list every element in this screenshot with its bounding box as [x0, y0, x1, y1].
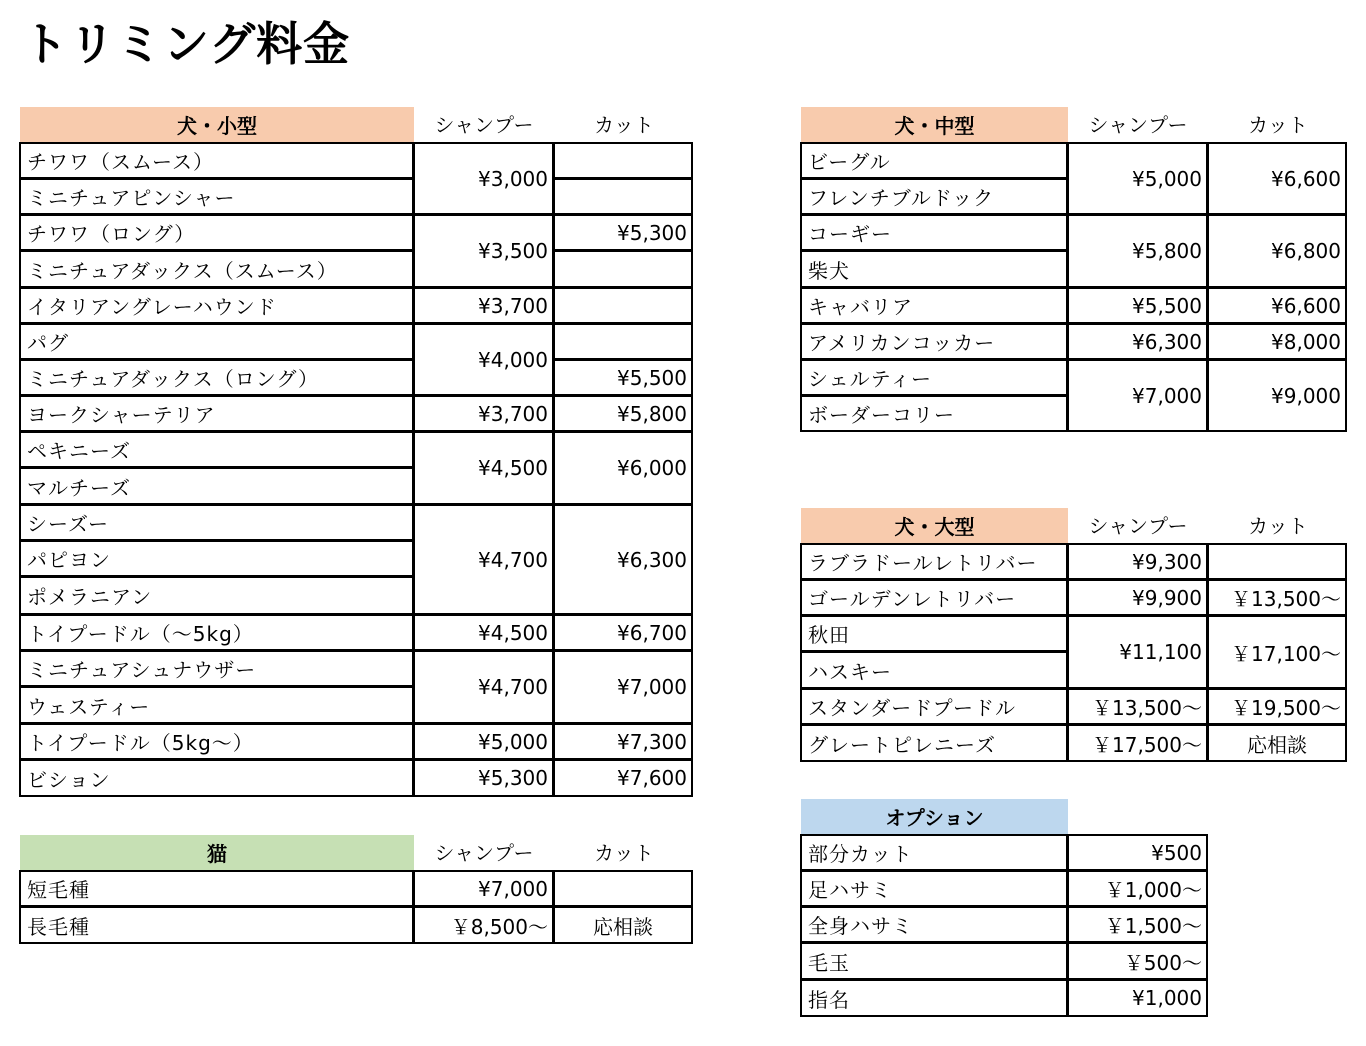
breed-name: シーズー — [19, 504, 414, 541]
shampoo-price: ¥5,800 — [1067, 214, 1208, 288]
cut-price: ¥9,000 — [1207, 359, 1347, 432]
shampoo-price: ¥3,700 — [413, 287, 554, 324]
cut-price: ¥6,000 — [553, 431, 693, 505]
breed-name: ミニチュアピンシャー — [19, 178, 414, 215]
cut-price — [553, 250, 693, 288]
breed-name: 長毛種 — [19, 906, 414, 944]
breed-name: コーギー — [800, 214, 1068, 251]
breed-name: チワワ（ロング） — [19, 214, 414, 251]
option-price: ￥1,500～ — [1067, 906, 1208, 943]
cut-price: ¥8,000 — [1207, 323, 1347, 360]
option-name: 指名 — [800, 979, 1068, 1017]
shampoo-price: ￥8,500～ — [413, 906, 554, 944]
cut-price: ¥5,800 — [553, 395, 693, 432]
breed-name: シェルティー — [800, 359, 1068, 396]
cut-price: 応相談 — [553, 906, 693, 944]
shampoo-price: ¥9,300 — [1067, 543, 1208, 580]
option-name: 全身ハサミ — [800, 906, 1068, 943]
breed-name: パグ — [19, 323, 414, 360]
breed-name: 柴犬 — [800, 250, 1068, 288]
cut-price: ¥6,600 — [1207, 142, 1347, 215]
breed-name: ヨークシャーテリア — [19, 395, 414, 432]
cut-price: ¥7,000 — [553, 650, 693, 724]
option-name: 足ハサミ — [800, 870, 1068, 907]
option-name: 毛玉 — [800, 942, 1068, 980]
shampoo-price: ¥5,500 — [1067, 287, 1208, 324]
cut-header: カット — [594, 841, 654, 865]
cut-price: ¥7,300 — [553, 723, 693, 760]
cut-price: ¥5,500 — [553, 359, 693, 396]
cut-price: 応相談 — [1207, 724, 1347, 762]
shampoo-header: シャンプー — [1088, 514, 1188, 538]
option-name: 部分カット — [800, 834, 1068, 871]
breed-name: ラブラドールレトリバー — [800, 543, 1068, 580]
category-label: 猫 — [20, 835, 414, 871]
page-title: トリミング料金 — [22, 17, 351, 71]
breed-name: 短毛種 — [19, 870, 414, 907]
breed-name: ウェスティー — [19, 686, 414, 724]
cut-price — [553, 323, 693, 360]
shampoo-price: ¥4,000 — [413, 323, 554, 396]
breed-name: ペキニーズ — [19, 431, 414, 468]
shampoo-price: ¥11,100 — [1067, 615, 1208, 689]
shampoo-price: ¥5,000 — [413, 723, 554, 760]
shampoo-price: ¥5,300 — [413, 759, 554, 797]
shampoo-header: シャンプー — [434, 113, 534, 137]
breed-name: ミニチュアシュナウザー — [19, 650, 414, 687]
cut-price: ¥6,300 — [553, 504, 693, 615]
category-label: 犬・大型 — [801, 508, 1068, 544]
shampoo-price: ¥3,000 — [413, 142, 554, 215]
cut-price — [553, 142, 693, 179]
shampoo-price: ¥7,000 — [413, 870, 554, 907]
cut-price — [1207, 543, 1347, 580]
category-label: 犬・中型 — [801, 107, 1068, 143]
cut-price: ¥7,600 — [553, 759, 693, 797]
breed-name: ミニチュアダックス（スムース） — [19, 250, 414, 288]
shampoo-price: ¥3,700 — [413, 395, 554, 432]
category-label: 犬・小型 — [20, 107, 414, 143]
option-price: ¥500 — [1067, 834, 1208, 871]
breed-name: ビーグル — [800, 142, 1068, 179]
category-label: オプション — [801, 799, 1068, 835]
breed-name: チワワ（スムース） — [19, 142, 414, 179]
shampoo-price: ¥4,500 — [413, 431, 554, 505]
cut-price — [553, 178, 693, 215]
cut-price — [553, 287, 693, 324]
cut-price: ¥6,800 — [1207, 214, 1347, 288]
breed-name: イタリアングレーハウンド — [19, 287, 414, 324]
option-price: ¥1,000 — [1067, 979, 1208, 1017]
breed-name: トイプードル（5kg～） — [19, 723, 414, 760]
breed-name: 秋田 — [800, 615, 1068, 652]
breed-name: ポメラニアン — [19, 576, 414, 615]
shampoo-price: ¥4,700 — [413, 504, 554, 615]
cut-header: カット — [594, 113, 654, 137]
cut-price: ￥17,100～ — [1207, 615, 1347, 689]
shampoo-price: ¥7,000 — [1067, 359, 1208, 432]
breed-name: ゴールデンレトリバー — [800, 579, 1068, 616]
shampoo-header: シャンプー — [1088, 113, 1188, 137]
option-price: ￥500～ — [1067, 942, 1208, 980]
shampoo-header: シャンプー — [434, 841, 534, 865]
cut-price: ¥5,300 — [553, 214, 693, 251]
option-price: ￥1,000～ — [1067, 870, 1208, 907]
cut-price: ￥19,500～ — [1207, 688, 1347, 725]
breed-name: ボーダーコリー — [800, 395, 1068, 432]
breed-name: ビション — [19, 759, 414, 797]
breed-name: フレンチブルドック — [800, 178, 1068, 215]
breed-name: アメリカンコッカー — [800, 323, 1068, 360]
shampoo-price: ￥17,500～ — [1067, 724, 1208, 762]
breed-name: ミニチュアダックス（ロング） — [19, 359, 414, 396]
cut-header: カット — [1248, 113, 1308, 137]
cut-price — [553, 870, 693, 907]
breed-name: ハスキー — [800, 651, 1068, 689]
breed-name: グレートピレニーズ — [800, 724, 1068, 762]
shampoo-price: ¥5,000 — [1067, 142, 1208, 215]
breed-name: スタンダードプードル — [800, 688, 1068, 725]
breed-name: キャバリア — [800, 287, 1068, 324]
breed-name: パピヨン — [19, 540, 414, 577]
cut-price: ¥6,600 — [1207, 287, 1347, 324]
breed-name: マルチーズ — [19, 467, 414, 505]
cut-price: ￥13,500～ — [1207, 579, 1347, 616]
cut-price: ¥6,700 — [553, 614, 693, 651]
shampoo-price: ¥6,300 — [1067, 323, 1208, 360]
shampoo-price: ¥9,900 — [1067, 579, 1208, 616]
shampoo-price: ¥4,500 — [413, 614, 554, 651]
shampoo-price: ¥4,700 — [413, 650, 554, 724]
shampoo-price: ￥13,500～ — [1067, 688, 1208, 725]
breed-name: トイプードル（～5kg） — [19, 614, 414, 651]
shampoo-price: ¥3,500 — [413, 214, 554, 288]
cut-header: カット — [1248, 514, 1308, 538]
